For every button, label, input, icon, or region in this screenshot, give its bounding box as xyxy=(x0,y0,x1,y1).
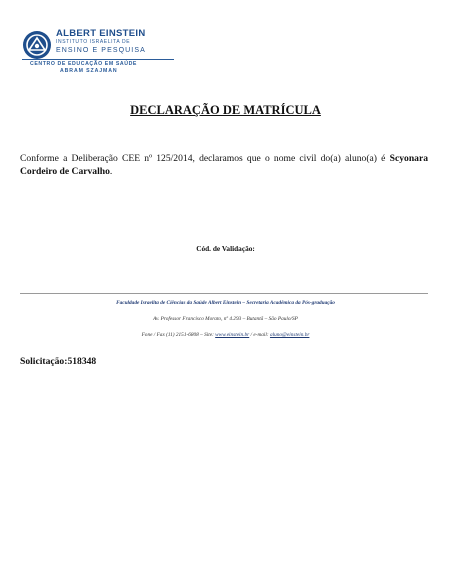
einstein-logo-icon xyxy=(22,30,52,60)
declaration-end: . xyxy=(109,166,113,177)
brand-center-line2: ABRAM SZAJMAN xyxy=(60,68,118,74)
brand-center-line1: CENTRO DE EDUCAÇÃO EM SAÚDE xyxy=(30,61,137,67)
footer-divider xyxy=(20,293,428,294)
email-link[interactable]: aluno@einstein.br xyxy=(269,332,310,338)
validation-code-label: Cód. de Validação: xyxy=(196,244,255,253)
declaration-body xyxy=(20,152,428,178)
brand-subtitle-2: ENSINO E PESQUISA xyxy=(56,47,146,54)
student-name: Scyonara Cordeiro de Carvalho xyxy=(20,153,428,177)
footer-address: Av. Professor Francisco Morato, nº 4.293 – Butantã – São Paulo/SP xyxy=(153,316,298,322)
document-title: DECLARAÇÃO DE MATRÍCULA xyxy=(130,103,321,117)
site-link[interactable]: www.einstein.br xyxy=(215,332,250,338)
brand-name: ALBERT EINSTEIN xyxy=(56,28,146,39)
footer-phone: Fone / Fax (11) 2151-6808 – Site: xyxy=(141,332,216,338)
request-number xyxy=(20,356,96,367)
footer-contact xyxy=(0,332,451,338)
request-value: 518348 xyxy=(67,356,97,367)
declaration-intro: Conforme a Deliberação CEE nº 125/2014, declaramos que o nome civil do(a) aluno(a) é xyxy=(20,153,390,164)
institution-logo xyxy=(22,28,157,72)
request-label: Solicitação: xyxy=(20,356,68,367)
brand-divider xyxy=(22,59,174,60)
brand-text xyxy=(56,28,156,55)
footer-email-label: / e-mail: xyxy=(249,332,270,338)
footer-institution: Faculdade Israelita de Ciências da Saúde Albert Einstein – Secretaria Acadêmica da Pós-graduação xyxy=(116,300,335,306)
brand-subtitle: INSTITUTO ISRAELITA DE xyxy=(56,39,131,45)
